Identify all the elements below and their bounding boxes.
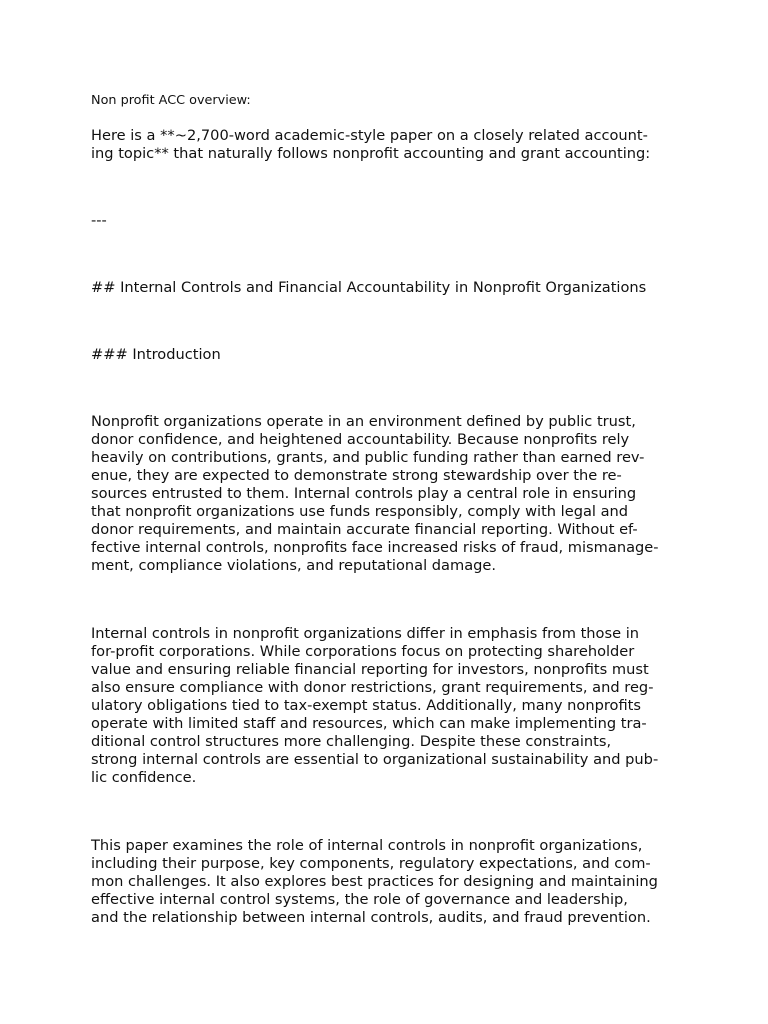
paragraph-line: and the relationship between internal controls, audits, and fraud prevention. (91, 909, 651, 926)
paragraph-line: strong internal controls are essential to organizational sustainability and pub- (91, 751, 659, 768)
paragraph-line: fective internal controls, nonprofits face increased risks of fraud, mismanage- (91, 539, 659, 556)
paragraph-line: effective internal control systems, the role of governance and leadership, (91, 891, 628, 908)
document-header: Non profit ACC overview: (91, 93, 251, 108)
paragraph-line: operate with limited staff and resources, which can make implementing tra- (91, 715, 647, 732)
paragraph-line: This paper examines the role of internal controls in nonprofit organizations, (91, 837, 643, 854)
paragraph-line: heavily on contributions, grants, and public funding rather than earned rev- (91, 449, 645, 466)
paragraph-line: lic confidence. (91, 769, 197, 786)
paragraph-line: Internal controls in nonprofit organizations differ in emphasis from those in (91, 625, 639, 642)
paragraph-line: for-profit corporations. While corporations focus on protecting shareholder (91, 643, 635, 660)
section-heading: ### Introduction (91, 346, 221, 363)
paragraph-line: enue, they are expected to demonstrate strong stewardship over the re- (91, 467, 622, 484)
paragraph-line: also ensure compliance with donor restrictions, grant requirements, and reg- (91, 679, 654, 696)
separator: --- (91, 212, 107, 229)
paragraph-line: mon challenges. It also explores best practices for designing and maintaining (91, 873, 658, 890)
paper-title: ## Internal Controls and Financial Accountability in Nonprofit Organizations (91, 279, 647, 296)
paragraph-line: ditional control structures more challenging. Despite these constraints, (91, 733, 612, 750)
paragraph-line: value and ensuring reliable financial reporting for investors, nonprofits must (91, 661, 649, 678)
paragraph-line: ment, compliance violations, and reputational damage. (91, 557, 497, 574)
paragraph-line: that nonprofit organizations use funds responsibly, comply with legal and (91, 503, 629, 520)
intro-line: Here is a **~2,700-word academic-style paper on a closely related account- (91, 127, 648, 144)
paragraph-line: Nonprofit organizations operate in an environment defined by public trust, (91, 413, 636, 430)
paragraph-line: sources entrusted to them. Internal controls play a central role in ensuring (91, 485, 637, 502)
paragraph-line: donor requirements, and maintain accurate financial reporting. Without ef- (91, 521, 638, 538)
paragraph-line: donor confidence, and heightened accountability. Because nonprofits rely (91, 431, 630, 448)
intro-line: ing topic** that naturally follows nonprofit accounting and grant accounting: (91, 145, 651, 162)
paragraph-line: ulatory obligations tied to tax-exempt status. Additionally, many nonprofits (91, 697, 641, 714)
paragraph-line: including their purpose, key components, regulatory expectations, and com- (91, 855, 651, 872)
